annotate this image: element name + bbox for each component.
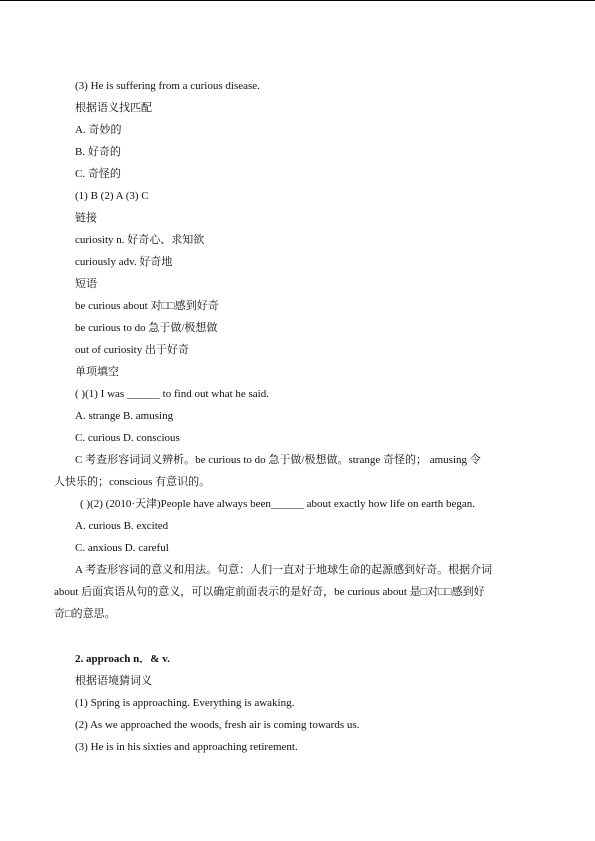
- phrase-curious-to-do: be curious to do 急于做/极想做: [75, 322, 218, 334]
- section-heading-match: 根据语义找匹配: [75, 102, 152, 114]
- question-2: ( )(2) (2010·天津)People have always been______ about exactly how life on earth began.: [80, 498, 475, 510]
- question-2-options-cd: C. anxious D. careful: [75, 542, 169, 554]
- entry-heading-approach: 2. approach n．& v.: [75, 653, 170, 665]
- section-heading-single-choice: 单项填空: [75, 366, 119, 378]
- explanation-2-line-2: about 后面宾语从句的意义，可以确定前面表示的是好奇，be curious about 是□对□□感到好: [54, 586, 485, 598]
- related-word-curiosity: curiosity n. 好奇心、求知欲: [75, 234, 205, 246]
- question-1-options-cd: C. curious D. conscious: [75, 432, 180, 444]
- related-word-curiously: curiously adv. 好奇地: [75, 256, 173, 268]
- explanation-1-line-2: 人快乐的；conscious 有意识的。: [54, 476, 211, 488]
- example-sentence-3: (3) He is suffering from a curious disease.: [75, 80, 260, 92]
- explanation-1-line-1: C 考查形容词词义辨析。be curious to do 急于做/极想做。strange 奇怪的； amusing 令: [75, 454, 481, 466]
- phrase-curious-about: be curious about 对□□感到好奇: [75, 300, 219, 312]
- approach-example-1: (1) Spring is approaching. Everything is awaking.: [75, 697, 295, 709]
- answer-key: (1) B (2) A (3) C: [75, 190, 149, 202]
- question-1-options-ab: A. strange B. amusing: [75, 410, 174, 422]
- approach-example-2: (2) As we approached the woods, fresh air is coming towards us.: [75, 719, 360, 731]
- explanation-2-line-3: 奇□的意思。: [54, 608, 116, 620]
- phrase-out-of-curiosity: out of curiosity 出于好奇: [75, 344, 189, 356]
- section-heading-guess: 根据语境猜词义: [75, 675, 152, 687]
- option-a: A. 奇妙的: [75, 124, 122, 136]
- question-2-options-ab: A. curious B. excited: [75, 520, 169, 532]
- option-c: C. 奇怪的: [75, 168, 121, 180]
- question-1: ( )(1) I was ______ to find out what he said.: [75, 388, 269, 400]
- section-heading-phrases: 短语: [75, 278, 97, 290]
- section-heading-links: 链接: [75, 212, 97, 224]
- explanation-2-line-1: A 考查形容词的意义和用法。句意：人们一直对于地球生命的起源感到好奇。根据介词: [75, 564, 493, 576]
- approach-example-3: (3) He is in his sixties and approaching retirement.: [75, 741, 298, 753]
- option-b: B. 好奇的: [75, 146, 121, 158]
